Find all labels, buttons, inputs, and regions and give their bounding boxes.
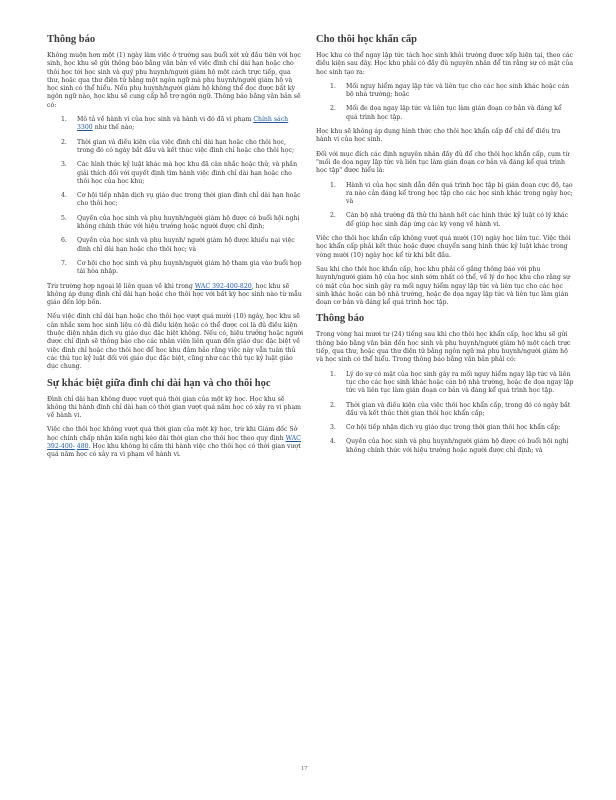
policy-3300-link[interactable]: Chính sách 3300: [77, 116, 289, 132]
long-term-suspension-paragraph: Đình chỉ dài hạn không được vượt quá thời gian của một kỳ học. Học khu sẽ không thi hành đình chỉ dài hạn có thời gian vượt quá năm học có xảy ra vi phạm về hành vi.: [47, 395, 302, 420]
list-item: 1. Hành vi của học sinh dẫn đến quá trình học tập bị gián đoạn cực độ, tạo ra nào cản đáng kể trong học tập cho các học sinh khác trong ngày học; và: [330, 181, 573, 206]
difference-heading: Sự khác biệt giữa đình chỉ dài hạn và cho thôi học: [47, 377, 271, 389]
list-item: 6. Quyền của học sinh và phụ huynh/ người giám hộ được khiếu nại việc đình chỉ dài hạn hoặc cho thôi học; và: [61, 237, 295, 253]
emergency-notice-list: [316, 371, 574, 455]
right-column: [316, 34, 574, 461]
notice-paragraph: Không muộn hơn một (1) ngày làm việc ở trường sau buổi xét xử đầu tiên với học sinh, học khu sẽ gửi thông báo bằng văn bản về việc đình chỉ dài hạn hoặc cho thôi học tới học sinh và quý phụ huynh/người giám hộ một cách trực tiếp, qua thư, hoặc qua thư điện tử bằng một ngôn ngữ mà phụ huynh/người giám hộ và học sinh có thể hiểu. Nếu phụ huynh/người giám hộ không thể đọc được bất kỳ ngôn ngữ nào, học khu sẽ cung cấp hỗ trợ ngôn ngữ. Thông báo bằng văn bản sẽ có:: [47, 52, 301, 109]
page-number: 17: [301, 765, 308, 772]
list-item: 2. Thời gian và điều kiện của việc thôi học khẩn cấp, trong đó có ngày bắt đầu và kết thúc thời gian thôi học khẩn cấp;: [330, 401, 571, 417]
list-item: 4. Cơ hội tiếp nhận dịch vụ giáo dục trong thời gian đình chỉ dài hạn hoặc cho thôi học;: [61, 192, 301, 208]
list-item: 2. Thời gian và điều kiện của việc đình chỉ dài hạn hoặc cho thôi học, trong đó có ngày bắt đầu và kết thúc việc đình chỉ hoặc cho thôi học;: [61, 138, 295, 154]
duration-paragraph: Việc cho thôi học khẩn cấp không vượt quá mười (10) ngày học liên tục. Việc thôi học khẩn cấp phải kết thúc hoặc được chuyển sang hình thức kỷ luật khác trong vòng mười (10) ngày học kể từ khi bắt đầu.: [316, 235, 571, 259]
list-item: 2. Mối đe dọa ngay lập tức và liên tục làm gián đoạn cơ bản và đáng kể quá trình học tập.: [330, 105, 562, 121]
definition-list: [316, 182, 574, 229]
list-item: 1. Mô tả về hành vi của học sinh và hành vi đó đã vi phạm Chính sách 3300 như thế nào;: [61, 116, 289, 132]
left-column: [47, 34, 305, 466]
notice-heading: Thông báo: [47, 34, 96, 45]
list-item: 2. Cán bộ nhà trường đã thử thi hành hết các hình thức kỷ luật có lý khác để giúp học sinh đáp ứng các kỳ vọng về hành vi.: [330, 212, 569, 228]
wac-392-400-820-link[interactable]: WAC 392-400-820: [194, 282, 252, 290]
emergency-notice-paragraph: Trong vòng hai mươi tư (24) tiếng sau khi cho thôi học khẩn cấp, học khu sẽ gửi thông báo bằng văn bản đến học sinh và phụ huynh/người giám hộ một cách trực tiếp, qua thư, hoặc qua thư điện tử bằng ngôn ngữ mà phụ huynh/người giám hộ và học sinh có thể hiểu. Trong thông báo bằng văn bản phải có:: [316, 331, 571, 364]
definition-paragraph: Đối với mục đích các định nguyên nhân đầy đủ để cho thôi học khẩn cấp, cụm từ "mối đe dọa ngay lập tức và liên tục làm gián đoạn cơ bản và đáng kể quá trình học tập" được hiểu là:: [316, 150, 570, 175]
special-education-paragraph: Nếu việc đình chỉ dài hạn hoặc cho thôi học vượt quá mười (10) ngày, học khu sẽ cân nhắc xem học sinh liệu có đủ điều kiện hoặc có thể được coi là đủ điều kiện thuộc diện nhận dịch vụ giáo dục đặc biệt không. Nếu có, hiệu trưởng hoặc người được chỉ định sẽ thông báo cho các nhân viên liên quan đến giáo dục đặc biệt về việc đình chỉ hoặc cho thôi học để học khu đảm bảo rằng việc này vẫn tuân thủ các thủ tục kỷ luật đối với giáo dục đặc biệt, cũng như các thủ tục kỷ luật giáo dục chung.: [47, 313, 304, 371]
emergency-notice-heading: Thông báo: [316, 313, 365, 325]
list-item: 3. Cơ hội tiếp nhận dịch vụ giáo dục trong thời gian thôi học khẩn cấp;: [330, 424, 561, 432]
list-item: 1. Lý do sự có mặt của học sinh gây ra mối nguy hiểm ngay lập tức và liên tục cho các học sinh khác hoặc cán bộ nhà trường, hoặc đe dọa ngay lập tức và liên tục làm gián đoạn cơ bản và đáng kể quá trình học tập.: [330, 370, 574, 395]
emergency-intro-paragraph: Học khu có thể ngay lập tức tách học sinh khỏi trường được xếp hiện tại, theo các điều kiện sau đây. Học khu phải có đầy đủ nguyên nhân để tin rằng sự có mặt của học sinh tạo ra:: [316, 52, 574, 76]
list-item: 7. Cơ hội cho học sinh và phụ huynh/người giám hộ tham gia vào buổi họp tái hòa nhập.: [61, 259, 302, 276]
list-item: 1. Mối nguy hiểm ngay lập tức và liên tục cho các học sinh khác hoặc cán bộ nhà trường; hoặc: [330, 82, 570, 99]
list-item: 4. Quyền của học sinh và phụ huynh/người giám hộ được có buổi hội nghị không chính thức với hiệu trưởng hoặc người được chỉ định; và: [330, 438, 569, 454]
expulsion-paragraph: Việc cho thôi học không vượt quá thời gian của một kỳ học, trừ khi Giám đốc Sở học chính chấp nhận kiến nghị kéo dài thời gian cho thôi học theo quy định WAC 392-400- 480. Học khu không bị cấm thi hành việc cho thôi học có thời gian vượt quá năm học có xảy ra vi phạm về hành vi.: [47, 426, 301, 459]
notice-list: [47, 116, 305, 276]
wac-480-link[interactable]: 480: [76, 442, 89, 450]
after-expulsion-paragraph: Sau khi cho thôi học khẩn cấp, học khu phải cố gắng thông báo với phụ huynh/người giám hộ của học sinh sớm nhất có thể, về lý do học khu cho rằng sự có mặt của học sinh gây ra mối nguy hiểm ngay lập tức và liên tục cho các học sinh khác hoặc cán bộ nhà trường, hoặc đe dọa ngay lập tức và liên tục làm gián đoạn cơ bản và đáng kể quá trình học tập.: [316, 265, 570, 307]
list-item: 3. Các hình thức kỷ luật khác mà học khu đã cân nhắc hoặc thử, và phần giải thích đối với quyết định tìm hành việc đình chỉ dài hạn hoặc cho thôi học của học khu;: [61, 161, 298, 185]
wac-392-400-480-link[interactable]: WAC 392-400-: [47, 434, 301, 450]
emergency-expulsion-heading: Cho thôi học khẩn cấp: [316, 34, 417, 45]
emergency-conditions-list: [316, 83, 574, 122]
investigation-paragraph: Học khu sẽ không áp dụng hình thức cho thôi học khẩn cấp để chỉ để điều tra hành vi của học sinh.: [316, 128, 561, 144]
exception-paragraph: Trừ trường hợp ngoại lệ liên quan về khi trong WAC 392-400-820, học khu sẽ không áp dụng đình chỉ dài hạn hoặc cho thôi học với bất kỳ học sinh nào từ mẫu giáo đến lớp bốn.: [47, 282, 302, 307]
list-item: 5. Quyền của học sinh và phụ huynh/người giám hộ được có buổi hội nghị không chính thức với hiệu trưởng hoặc người được chỉ định;: [61, 214, 300, 231]
